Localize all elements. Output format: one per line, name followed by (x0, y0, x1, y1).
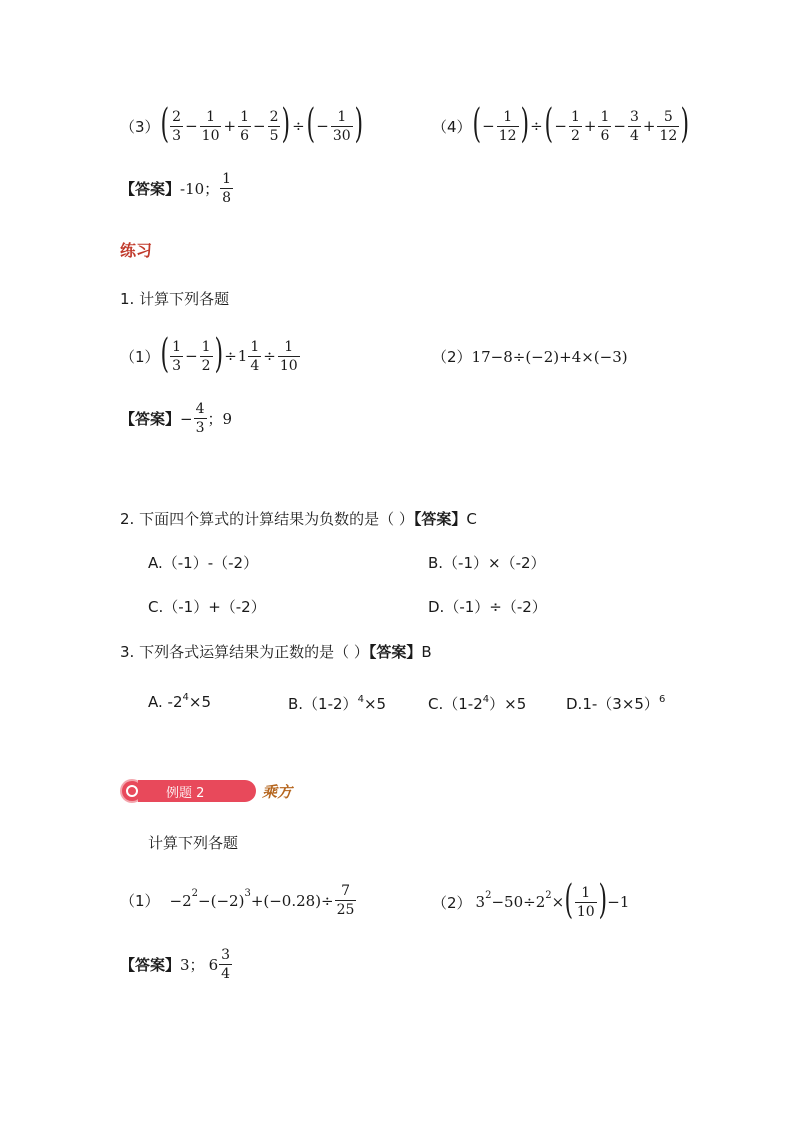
answer-fraction: $\frac{1}{8}$ (222, 171, 232, 206)
answer-label: 【答案】 (368, 643, 422, 661)
question-1: 1. 计算下列各题 (120, 290, 230, 308)
answer-text: 3； (180, 956, 205, 974)
fraction: $\frac{1}{10}$ (279, 338, 298, 374)
fraction: $\frac{1}{12}$ (498, 108, 517, 144)
answer-label: 【答案】 (120, 956, 181, 974)
fraction: $\frac{1}{2}$ (201, 338, 211, 374)
fraction: $\frac{1}{10}$ (201, 108, 220, 144)
answer-label: 【答案】 (413, 510, 467, 528)
problem-label: （2） (432, 893, 472, 912)
problem-label: （1） (120, 347, 160, 366)
answer-fraction: $\frac{3}{4}$ (221, 947, 231, 982)
problem-label: （3） (120, 117, 160, 136)
fraction: $\frac{1}{6}$ (240, 108, 249, 144)
example-badge: 例题 2 (138, 780, 256, 802)
q3-option-c: $C.(1-2^4)\times 5$ (428, 694, 527, 713)
expression: 17−8÷(−2)+4×(−3) (471, 347, 628, 366)
fraction: $\frac{5}{12}$ (659, 108, 678, 144)
answer-1 (120, 172, 234, 205)
fraction: $\frac{3}{4}$ (629, 108, 639, 144)
answer-label: 【答案】 (120, 410, 181, 428)
problem-label: （2） (432, 348, 472, 366)
section-title-practice: 练习 (120, 241, 153, 260)
problem-label: （1） (120, 892, 160, 910)
fraction: $\frac{2}{3}$ (172, 108, 182, 144)
answer-value: B (421, 643, 432, 661)
q1-part-1: （1） ( $\frac{1}{3}$ − $\frac{1}{2}$ ) ÷ 1 $\frac{1}{4}$ ÷ $\frac{1}{10}$ (120, 331, 298, 377)
problem-label: （4） (432, 117, 472, 136)
example2-problem-2: （2） 3 2 −50÷2 2 × ( $\frac{1}{10}$ ) −1 (432, 877, 630, 923)
answer-fraction: $\frac{4}{3}$ (195, 401, 205, 436)
question-3: 3. 下列各式运算结果为正数的是（ ）【答案】B (120, 643, 432, 661)
fraction: $\frac{1}{30}$ (332, 108, 351, 144)
problem-4: （4） ( − $\frac{1}{12}$ ) ÷ ( − $\frac{1}{2}$ + $\frac{1}{6}$ − $\frac{3}{4}$ + $\frac{5}{12}$ ) (432, 101, 690, 147)
q2-option-a: A.（-1）-（-2） (148, 554, 259, 572)
fraction: $\frac{1}{10}$ (576, 884, 595, 920)
q2-option-c: C.（-1）+（-2） (148, 598, 266, 616)
fraction: $\frac{2}{5}$ (269, 108, 279, 144)
q1-part-2 (432, 346, 628, 367)
answer-label: 【答案】 (120, 180, 181, 198)
fraction: $\frac{1}{2}$ (570, 108, 580, 144)
answer-value: C (466, 510, 477, 528)
answer-text: ；9 (207, 410, 233, 428)
q3-option-b: $B.(1-2)^4\times 5$ (288, 694, 387, 713)
q2-option-b: B.（-1）×（-2） (428, 554, 546, 572)
q3-option-d: $D.1-(3\times 5)^6$ (566, 694, 666, 713)
q3-option-a: A. $-2^4\times 5$ (148, 692, 211, 711)
example-banner (120, 778, 292, 804)
example2-answer: 【答案】 3； 6 $\frac{3}{4}$ (120, 947, 231, 982)
question-2: 2. 下面四个算式的计算结果为负数的是（ ）【答案】C (120, 510, 477, 528)
q2-option-d: D.（-1）÷（-2） (428, 598, 547, 616)
example2-problem-1: （1） −2 2 −(−2) 3 +(−0.28)÷ $\frac{7}{25}$ (120, 883, 355, 918)
example-title: 乘方 (262, 782, 293, 801)
fraction: $\frac{7}{25}$ (336, 883, 355, 918)
fraction: $\frac{1}{6}$ (600, 108, 610, 144)
q1-answer: 【答案】 − $\frac{4}{3}$ ；9 (120, 401, 233, 436)
answer-text: -10； (180, 180, 220, 198)
instruction: 计算下列各题 (148, 834, 239, 852)
problem-3: （3） ( $\frac{2}{3}$ − $\frac{1}{10}$ + $\frac{1}{6}$ − $\frac{2}{5}$ ) ÷ ( − $\frac{1}{30}$ ) (120, 101, 363, 147)
fraction: $\frac{1}{4}$ (250, 338, 260, 374)
fraction: $\frac{1}{3}$ (172, 338, 182, 374)
